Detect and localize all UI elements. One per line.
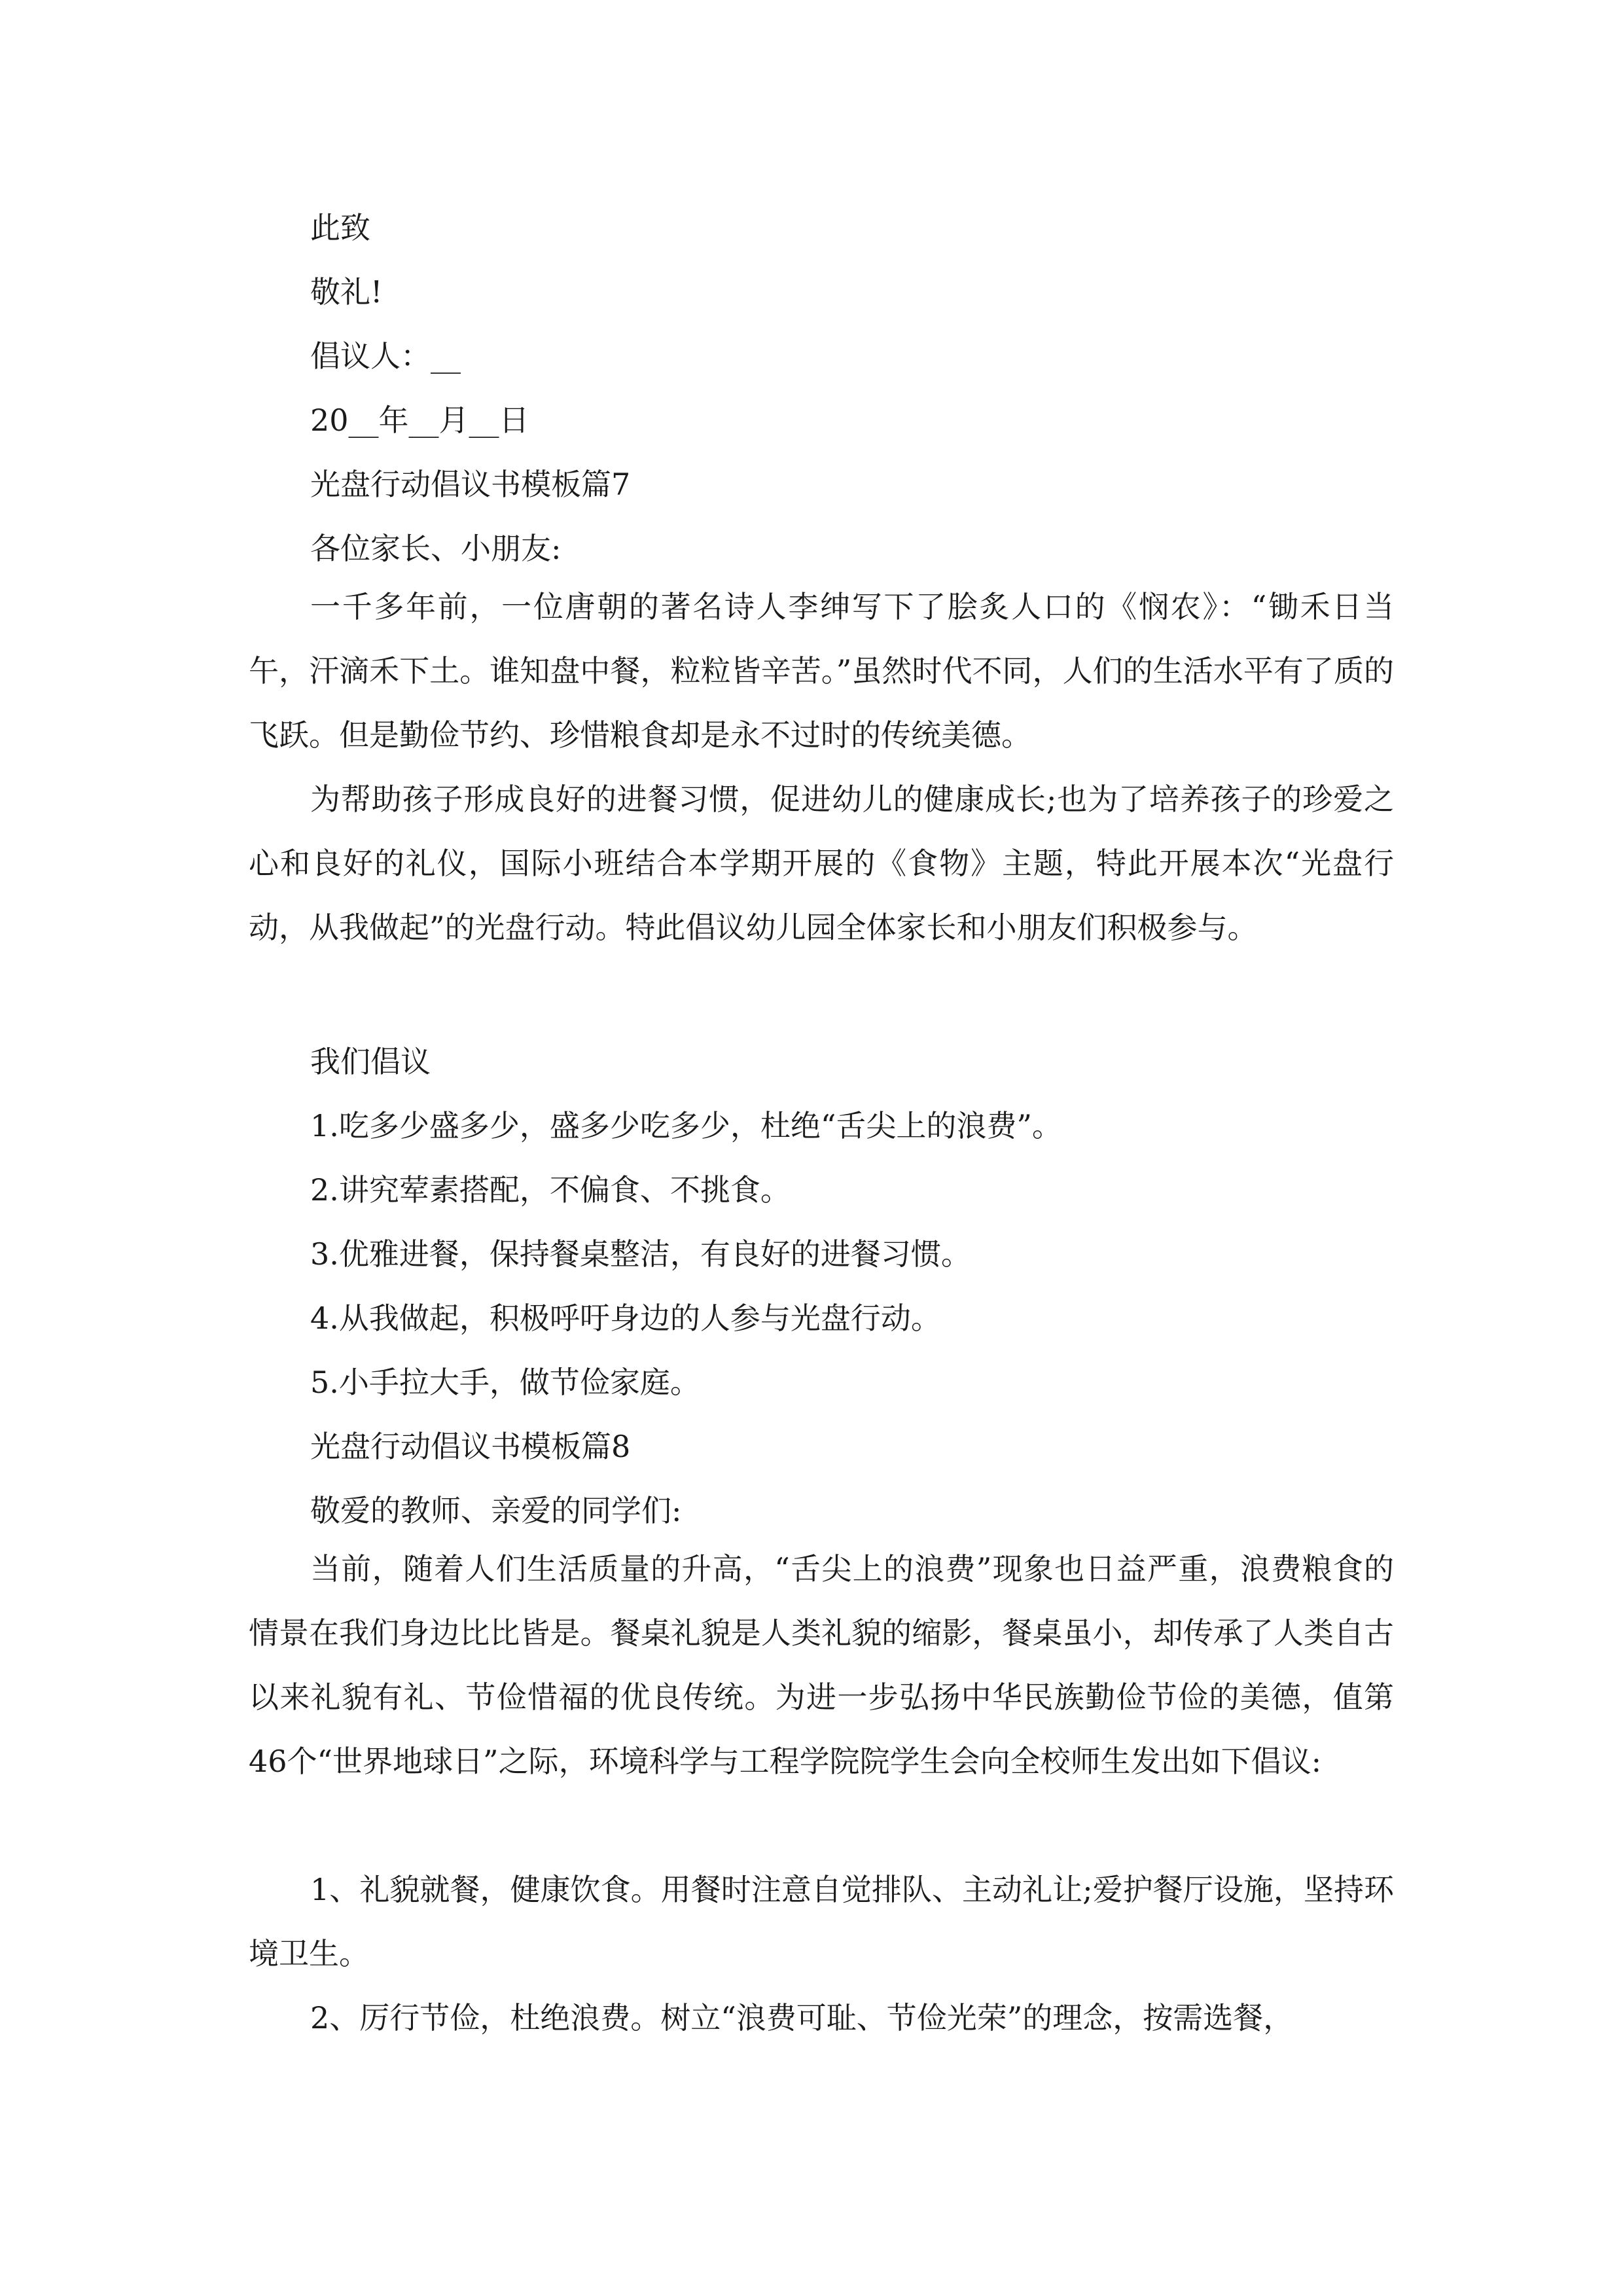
- section7-paragraph-2: 为帮助孩子形成良好的进餐习惯，促进幼儿的健康成长;也为了培养孩子的珍爱之心和良好的礼仪，国际小班结合本学期开展的《食物》主题，特此开展本次“光盘行动，从我做起”的光盘行动。特此倡议幼儿园全体家长和小朋友们积极参与。: [249, 781, 1394, 945]
- closing-respect: 敬礼!: [310, 274, 383, 310]
- section8-paragraph-2: 1、礼貌就餐，健康饮食。用餐时注意自觉排队、主动礼让;爱护餐厅设施，坚持环境卫生。: [249, 1872, 1394, 1971]
- proposal-item: 4.从我做起，积极呼吁身边的人参与光盘行动。: [310, 1300, 941, 1336]
- proposal-item: 3.优雅进餐，保持餐桌整洁，有良好的进餐习惯。: [310, 1236, 971, 1272]
- proposal-item: 1.吃多少盛多少，盛多少吃多少，杜绝“舌尖上的浪费”。: [310, 1108, 1062, 1143]
- section7-title: 光盘行动倡议书模板篇7: [310, 467, 631, 502]
- date-line: 20__年__月__日: [310, 403, 529, 438]
- proposal-item: 2.讲究荤素搭配，不偏食、不挑食。: [310, 1172, 791, 1208]
- proposer-line: 倡议人：__: [310, 338, 461, 374]
- section8-paragraph-3: 2、厉行节俭，杜绝浪费。树立“浪费可耻、节俭光荣”的理念，按需选餐，: [310, 2000, 1294, 2036]
- section7-paragraph-1: 一千多年前，一位唐朝的著名诗人李绅写下了脍炙人口的《悯农》：“锄禾日当午，汗滴禾下土。谁知盘中餐，粒粒皆辛苦。”虽然时代不同，人们的生活水平有了质的飞跃。但是勤俭节约、珍惜粮食却是永不过时的传统美德。: [249, 589, 1394, 753]
- section8-paragraph-1: 当前，随着人们生活质量的升高，“舌尖上的浪费”现象也日益严重，浪费粮食的情景在我们身边比比皆是。餐桌礼貌是人类礼貌的缩影，餐桌虽小，却传承了人类自古以来礼貌有礼、节俭惜福的优良传统。为进一步弘扬中华民族勤俭节俭的美德，值第46个“世界地球日”之际，环境科学与工程学院院学生会向全校师生发出如下倡议:: [249, 1551, 1394, 1779]
- section8-title: 光盘行动倡议书模板篇8: [310, 1429, 631, 1464]
- closing-salutation: 此致: [310, 210, 370, 245]
- proposal-item: 5.小手拉大手，做节俭家庭。: [310, 1365, 700, 1400]
- section8-greeting: 敬爱的教师、亲爱的同学们:: [310, 1493, 682, 1528]
- section7-greeting: 各位家长、小朋友:: [310, 531, 562, 566]
- section7-heading: 我们倡议: [310, 1044, 431, 1079]
